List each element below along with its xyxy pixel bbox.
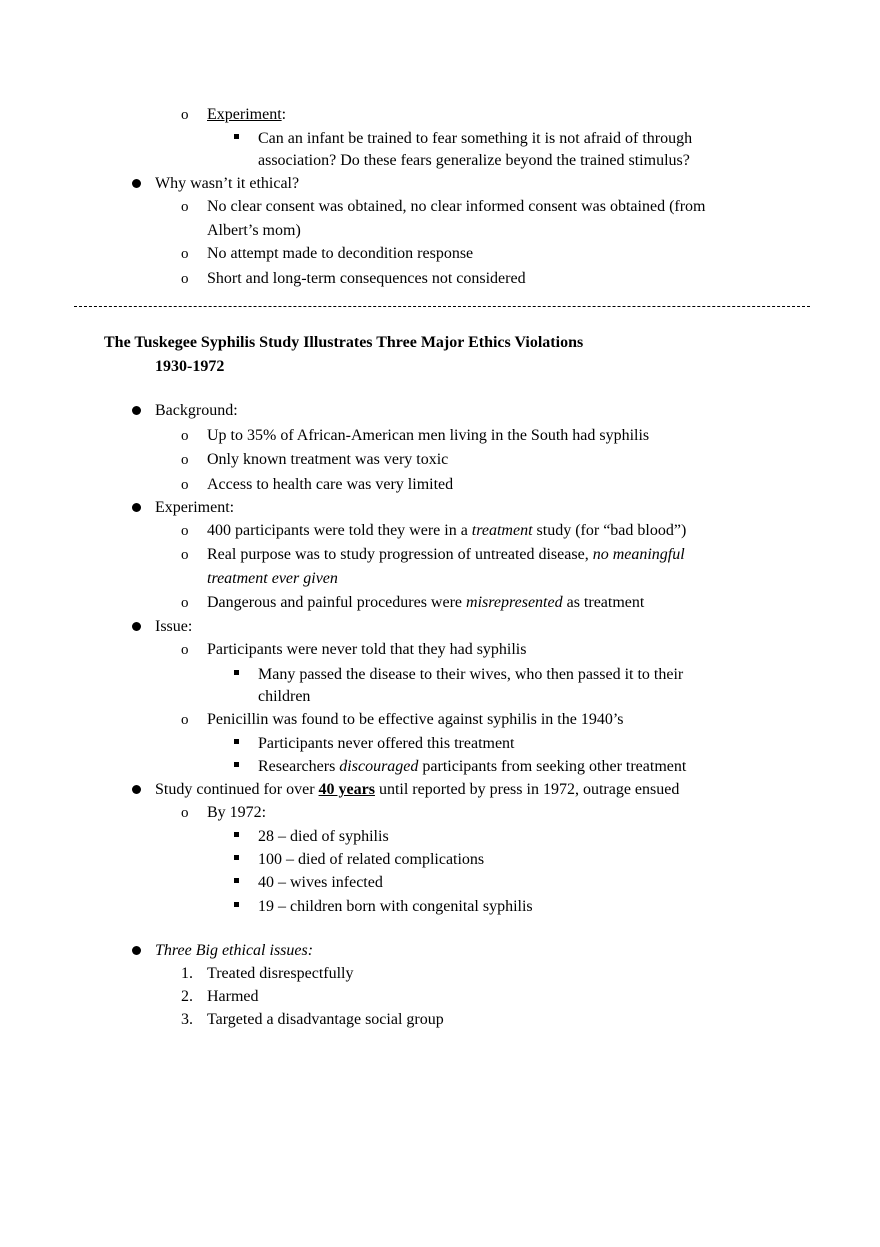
issue-item-1: Participants were never told that they had syphilis: [207, 641, 527, 658]
circle-bullet-icon: o: [181, 452, 189, 468]
issue-label: Issue:: [155, 618, 193, 635]
bullet-icon: [132, 946, 141, 955]
stat-item: 40 – wives infected: [258, 874, 383, 891]
square-bullet-icon: [234, 878, 239, 883]
ethics-item-2: No attempt made to decondition response: [207, 245, 474, 262]
list-number: 2.: [181, 988, 193, 1005]
list-number: 3.: [181, 1011, 193, 1028]
square-bullet-icon: [234, 902, 239, 907]
background-item: Only known treatment was very toxic: [207, 451, 449, 468]
background-item: Access to health care was very limited: [207, 476, 454, 493]
stat-item: 100 – died of related complications: [258, 851, 485, 868]
issue-sub-item: Participants never offered this treatment: [258, 735, 515, 752]
experiment-item-3: Dangerous and painful procedures were misrepresented as treatment: [207, 594, 645, 611]
experiment-item-2-line1: Real purpose was to study progression of untreated disease, no meaningful: [207, 546, 685, 563]
circle-bullet-icon: o: [181, 246, 189, 262]
background-label: Background:: [155, 402, 238, 419]
issue-sub-line1: Many passed the disease to their wives, who then passed it to their: [258, 666, 684, 683]
circle-bullet-icon: o: [181, 805, 189, 821]
circle-bullet-icon: o: [181, 547, 189, 563]
by-1972-label: By 1972:: [207, 804, 267, 821]
experiment-question-line1: Can an infant be trained to fear something it is not afraid of through: [258, 130, 693, 147]
list-number: 1.: [181, 965, 193, 982]
square-bullet-icon: [234, 739, 239, 744]
ethical-issue-item: Targeted a disadvantage social group: [207, 1011, 444, 1028]
ethical-issue-item: Harmed: [207, 988, 259, 1005]
issue-sub-line2: children: [258, 688, 311, 705]
square-bullet-icon: [234, 134, 239, 139]
background-item: Up to 35% of African-American men living in the South had syphilis: [207, 427, 650, 444]
square-bullet-icon: [234, 670, 239, 675]
issue-item-2: Penicillin was found to be effective against syphilis in the 1940’s: [207, 711, 624, 728]
circle-bullet-icon: o: [181, 595, 189, 611]
section-divider: [74, 306, 810, 307]
circle-bullet-icon: o: [181, 107, 189, 123]
circle-bullet-icon: o: [181, 271, 189, 287]
bullet-icon: [132, 179, 141, 188]
ethics-item-1-line2: Albert’s mom): [207, 222, 301, 239]
bullet-icon: [132, 503, 141, 512]
issue-sub-item: Researchers discouraged participants from seeking other treatment: [258, 758, 687, 775]
circle-bullet-icon: o: [181, 712, 189, 728]
experiment-heading: Experiment:: [207, 106, 287, 123]
experiment-item-2-line2: treatment ever given: [207, 570, 338, 587]
circle-bullet-icon: o: [181, 642, 189, 658]
stat-item: 19 – children born with congenital syphilis: [258, 898, 533, 915]
experiment-item-1: 400 participants were told they were in a treatment study (for “bad blood”): [207, 522, 687, 539]
experiment-label: Experiment:: [155, 499, 235, 516]
circle-bullet-icon: o: [181, 199, 189, 215]
ethics-question: Why wasn’t it ethical?: [155, 175, 300, 192]
section-years: 1930-1972: [155, 358, 225, 375]
ethics-item-3: Short and long-term consequences not considered: [207, 270, 526, 287]
bullet-icon: [132, 622, 141, 631]
square-bullet-icon: [234, 832, 239, 837]
bullet-icon: [132, 785, 141, 794]
experiment-question-line2: association? Do these fears generalize beyond the trained stimulus?: [258, 152, 690, 169]
study-duration: Study continued for over 40 years until reported by press in 1972, outrage ensued: [155, 781, 680, 798]
square-bullet-icon: [234, 762, 239, 767]
square-bullet-icon: [234, 855, 239, 860]
ethical-issues-label: Three Big ethical issues:: [155, 942, 314, 959]
section-title: The Tuskegee Syphilis Study Illustrates Three Major Ethics Violations: [104, 334, 584, 351]
circle-bullet-icon: o: [181, 523, 189, 539]
ethical-issue-item: Treated disrespectfully: [207, 965, 354, 982]
ethics-item-1-line1: No clear consent was obtained, no clear informed consent was obtained (from: [207, 198, 706, 215]
bullet-icon: [132, 406, 141, 415]
circle-bullet-icon: o: [181, 477, 189, 493]
stat-item: 28 – died of syphilis: [258, 828, 389, 845]
circle-bullet-icon: o: [181, 428, 189, 444]
